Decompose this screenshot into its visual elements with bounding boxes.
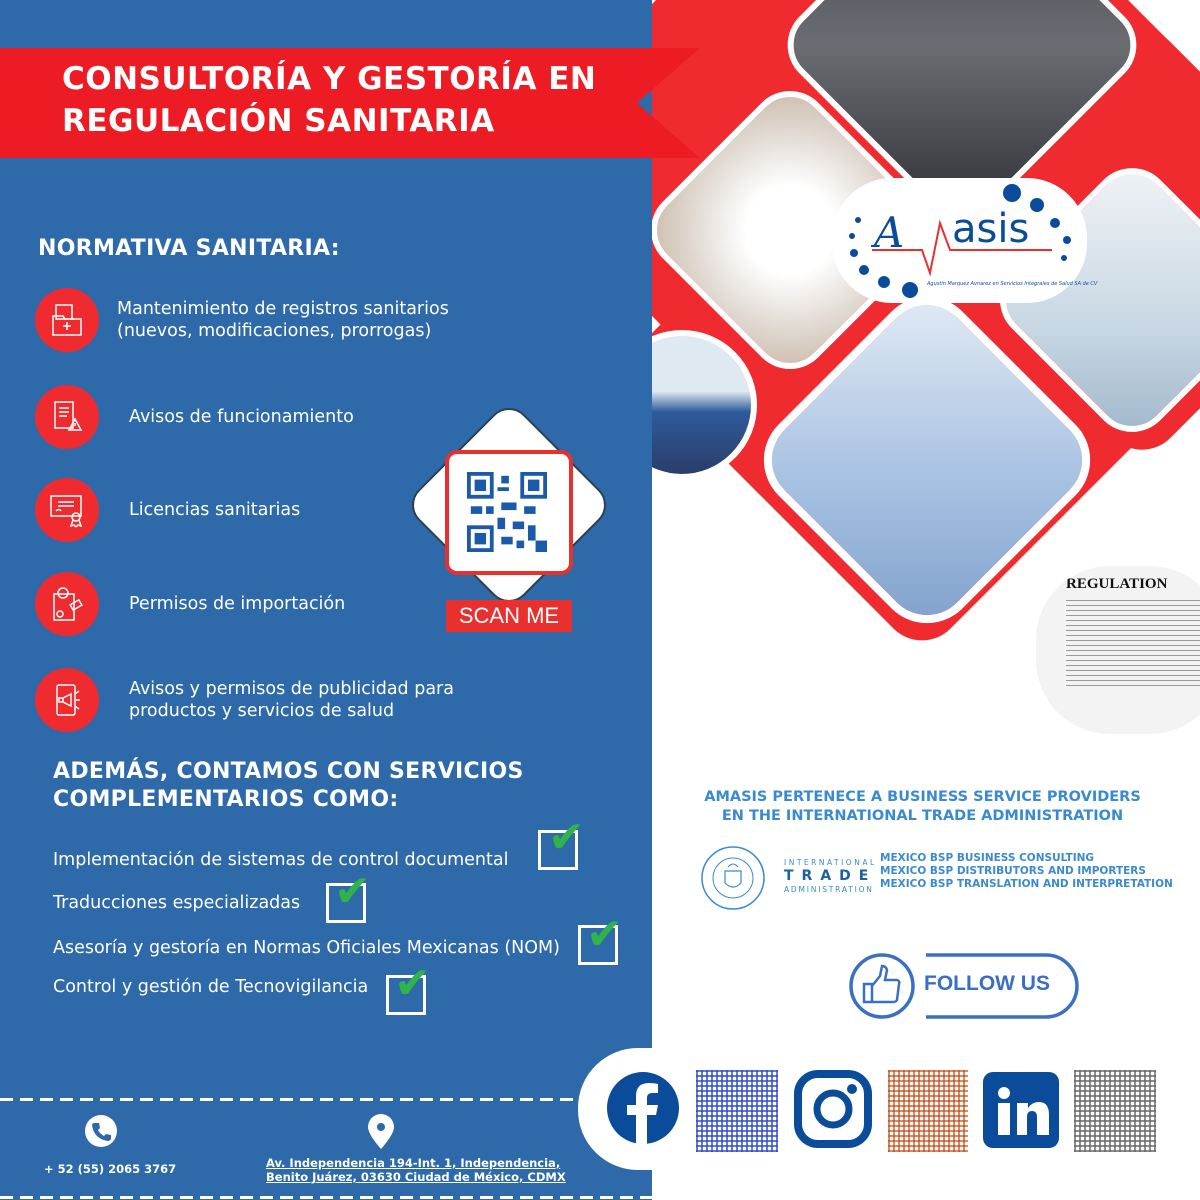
logo-text: asis xyxy=(952,206,1030,252)
address-link[interactable] xyxy=(266,1156,566,1184)
logo-tagline: Agustín Marquez Avnarez en Servicios Integrales de Salud SA de CV xyxy=(927,281,1098,287)
heading-line: ADEMÁS, CONTAMOS CON SERVICIOS xyxy=(53,759,524,784)
phone-number[interactable]: + 52 (55) 2065 3767 xyxy=(44,1162,177,1176)
facebook-icon[interactable] xyxy=(606,1071,680,1145)
phone-megaphone-icon xyxy=(35,668,99,732)
facebook-qr-code[interactable] xyxy=(696,1070,778,1152)
department-of-commerce-seal-icon xyxy=(700,845,766,911)
extra-service-item: Asesoría y gestoría en Normas Oficiales Mexicanas (NOM) xyxy=(53,938,560,958)
medical-folder-icon xyxy=(35,288,99,352)
extra-service-item: Implementación de sistemas de control documental xyxy=(53,850,509,870)
page-title xyxy=(62,58,596,142)
normativa-item-text xyxy=(129,678,454,722)
checkmark-icon: ✔ xyxy=(586,909,623,960)
checkmark-icon: ✔ xyxy=(394,958,431,1009)
address-line: Av. Independencia 194-Int. 1, Independencia, xyxy=(266,1156,561,1170)
instagram-qr-code[interactable] xyxy=(888,1070,968,1152)
instagram-icon[interactable] xyxy=(794,1070,872,1148)
scan-qr-card xyxy=(398,410,620,600)
ita-logo-line3: ADMINISTRATION xyxy=(784,885,874,894)
linkedin-qr-code[interactable] xyxy=(1074,1070,1156,1152)
title-line-1: CONSULTORÍA Y GESTORÍA EN xyxy=(62,61,597,97)
qr-code-icon[interactable] xyxy=(467,472,547,552)
amasis-logo xyxy=(832,178,1098,303)
phone-icon xyxy=(84,1114,118,1148)
dashed-divider xyxy=(0,1196,1200,1199)
logo-letter: A xyxy=(874,208,905,257)
text-line: (nuevos, modificaciones, prorrogas) xyxy=(117,321,432,341)
normativa-item-text xyxy=(129,499,300,521)
normativa-item xyxy=(35,478,300,542)
ita-logo-line1: INTERNATIONAL xyxy=(784,858,877,867)
document-text-lines xyxy=(1066,600,1200,690)
normativa-item xyxy=(35,288,449,352)
text-line: Mantenimiento de registros sanitarios xyxy=(117,299,449,319)
qr-code-frame[interactable] xyxy=(445,450,573,575)
linkedin-icon[interactable] xyxy=(983,1072,1059,1148)
heading-line: AMASIS PERTENECE A BUSINESS SERVICE PROVIDERS xyxy=(704,789,1141,805)
normativa-heading: NORMATIVA SANITARIA: xyxy=(38,236,340,261)
ita-heading xyxy=(690,788,1155,826)
extra-service-item: Traducciones especializadas xyxy=(53,893,301,913)
normativa-item-text xyxy=(129,593,345,615)
address-line: Benito Juárez, 03630 Ciudad de México, CDMX xyxy=(266,1170,566,1184)
title-line-2: REGULACIÓN SANITARIA xyxy=(62,103,495,139)
regulation-document-photo xyxy=(1030,560,1200,740)
bsp-item: MEXICO BSP DISTRIBUTORS AND IMPORTERS xyxy=(880,865,1146,877)
regulation-label: REGULATION xyxy=(1066,576,1168,592)
normativa-item xyxy=(35,572,345,636)
document-warning-icon xyxy=(35,385,99,449)
social-media-bar xyxy=(578,1048,1200,1170)
bsp-item: MEXICO BSP TRANSLATION AND INTERPRETATION xyxy=(880,878,1173,890)
normativa-item xyxy=(35,668,454,732)
bsp-list xyxy=(880,852,1173,891)
import-permit-stamp-icon xyxy=(35,572,99,636)
text-line: Avisos y permisos de publicidad para xyxy=(129,679,454,699)
location-pin-icon xyxy=(366,1114,396,1150)
ita-logo-line2: TRADE xyxy=(784,868,877,884)
normativa-item-text xyxy=(129,406,354,428)
normativa-item xyxy=(35,385,354,449)
checkmark-icon: ✔ xyxy=(548,812,585,863)
follow-us-button[interactable] xyxy=(848,952,1080,1020)
checkmark-icon: ✔ xyxy=(334,866,371,917)
scan-me-label: SCAN ME xyxy=(446,600,572,632)
heading-line: EN THE INTERNATIONAL TRADE ADMINISTRATION xyxy=(721,808,1124,824)
thumbs-up-icon xyxy=(860,962,904,1006)
text-line: Permisos de importación xyxy=(129,594,346,614)
text-line: Licencias sanitarias xyxy=(129,500,301,520)
text-line: Avisos de funcionamiento xyxy=(129,407,354,427)
extras-heading xyxy=(53,758,524,814)
bsp-item: MEXICO BSP BUSINESS CONSULTING xyxy=(880,852,1095,864)
extra-service-item: Control y gestión de Tecnovigilancia xyxy=(53,977,369,997)
normativa-item-text xyxy=(117,298,449,342)
certificate-icon xyxy=(35,478,99,542)
heading-line: COMPLEMENTARIOS COMO: xyxy=(53,787,399,812)
follow-us-label: FOLLOW US xyxy=(924,972,1050,995)
text-line: productos y servicios de salud xyxy=(129,701,395,721)
